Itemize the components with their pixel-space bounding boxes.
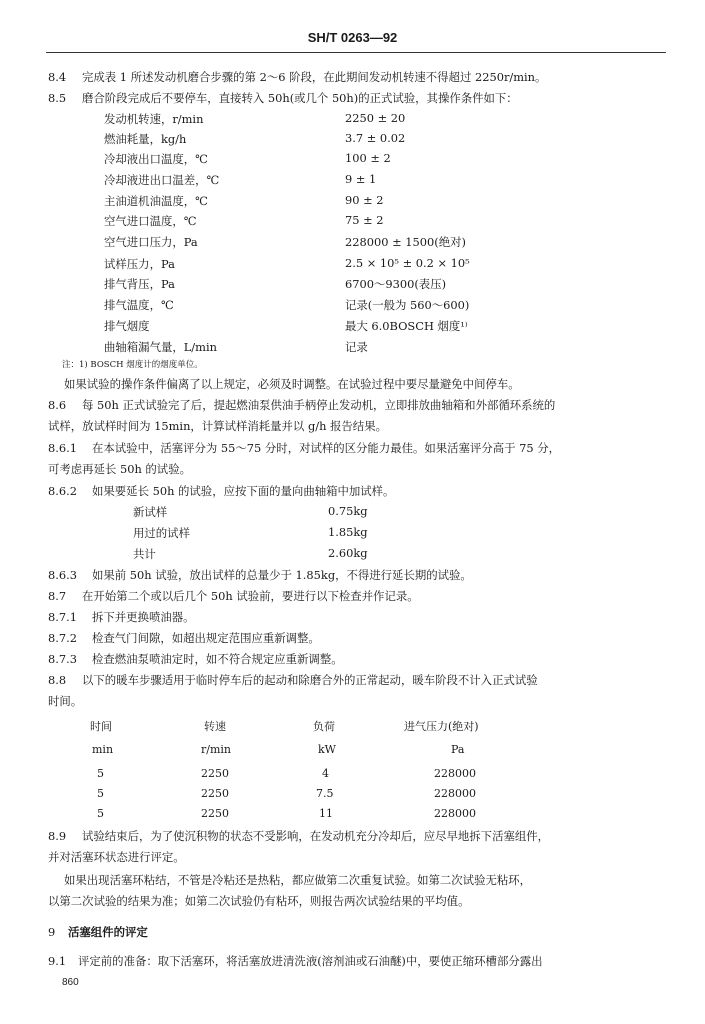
clause-text: 拆下并更换喷油器。: [92, 610, 195, 624]
table-cell: 2250: [201, 787, 229, 800]
param-label: 排气温度，℃: [104, 298, 174, 312]
ring-sticking-paragraph-continued: 以第二次试验的结果为准；如第二次试验仍有粘环，则报告两次试验结果的平均值。: [48, 894, 470, 908]
param-value: 最大 6.0BOSCH 烟度¹⁾: [345, 319, 468, 333]
clause-8-8: [48, 672, 664, 688]
table-header-speed: 转速: [204, 720, 226, 733]
page-number: 860: [62, 977, 79, 988]
clause-8-8-continued: 时间。: [48, 694, 83, 708]
clause-number: 8.6.1: [48, 441, 77, 455]
clause-number: 8.7: [48, 589, 67, 603]
table-cell: 7.5: [316, 787, 334, 800]
clause-8-7-3: [48, 651, 664, 667]
oil-item-label: 共计: [133, 547, 156, 561]
clause-number: 9.1: [48, 954, 67, 968]
table-cell: 2250: [201, 807, 229, 820]
param-value: 记录: [345, 340, 368, 354]
param-label: 主油道机油温度，℃: [104, 194, 208, 208]
param-label: 试样压力，Pa: [104, 257, 175, 271]
clause-8-7-2: [48, 630, 664, 646]
param-label: 排气烟度: [104, 319, 150, 333]
table-header-time: 时间: [90, 720, 112, 733]
clause-text: 磨合阶段完成后不要停车，直接转入 50h(或几个 50h)的正式试验，其操作条件如下：: [82, 91, 518, 105]
clause-text: 完成表 1 所述发动机磨合步骤的第 2～6 阶段，在此期间发动机转速不得超过 2250r/min。: [82, 70, 547, 84]
table-unit: Pa: [451, 743, 465, 756]
clause-text: 检查燃油泵喷油定时，如不符合规定应重新调整。: [92, 652, 343, 666]
clause-text: 检查气门间隙，如超出规定范围应重新调整。: [92, 631, 320, 645]
param-label: 燃油耗量，kg/h: [104, 132, 187, 146]
clause-8-9: [48, 828, 664, 844]
oil-item-value: 0.75kg: [328, 504, 368, 518]
param-value: 75 ± 2: [345, 213, 384, 227]
clause-number: 8.7.3: [48, 652, 77, 666]
header-rule: [46, 52, 666, 53]
param-value: 3.7 ± 0.02: [345, 131, 406, 145]
clause-number: 8.9: [48, 829, 67, 843]
clause-8-7: [48, 588, 664, 604]
clause-9-1: [48, 953, 664, 969]
clause-number: 8.6.2: [48, 484, 77, 498]
table-header-pressure: 进气压力(绝对): [404, 720, 479, 733]
footnote: 注：1) BOSCH 烟度计的烟度单位。: [62, 360, 203, 370]
clause-number: 8.6: [48, 398, 67, 412]
ring-sticking-paragraph: 如果出现活塞环粘结，不管是冷粘还是热粘，都应做第二次重复试验。如第二次试验无粘环，: [64, 873, 532, 887]
param-label: 曲轴箱漏气量，L/min: [104, 340, 217, 354]
clause-8-6-2: [48, 483, 664, 499]
table-cell: 5: [97, 787, 104, 800]
table-cell: 228000: [434, 807, 476, 820]
table-cell: 228000: [434, 767, 476, 780]
table-cell: 11: [319, 807, 333, 820]
oil-item-value: 1.85kg: [328, 525, 368, 539]
clause-8-6-1: [48, 440, 664, 456]
table-cell: 4: [322, 767, 329, 780]
clause-text: 如果要延长 50h 的试验，应按下面的量向曲轴箱中加试样。: [92, 484, 395, 498]
clause-number: 8.4: [48, 70, 67, 84]
table-unit: kW: [318, 743, 336, 756]
section-number: 9: [48, 925, 56, 939]
param-label: 冷却液出口温度，℃: [104, 152, 208, 166]
clause-8-6: [48, 397, 664, 413]
clause-text: 以下的暖车步骤适用于临时停车后的起动和除磨合外的正常起动，暖车阶段不计入正式试验: [82, 673, 538, 687]
param-value: 100 ± 2: [345, 151, 391, 165]
param-value: 9 ± 1: [345, 172, 377, 186]
table-unit: min: [92, 743, 114, 756]
oil-item-label: 用过的试样: [133, 526, 190, 540]
section-title: 活塞组件的评定: [68, 927, 148, 939]
table-unit: r/min: [201, 743, 231, 756]
clause-number: 8.7.1: [48, 610, 77, 624]
clause-text: 在开始第二个或以后几个 50h 试验前，要进行以下检查并作记录。: [82, 589, 419, 603]
clause-text: 每 50h 正式试验完了后，提起燃油泵供油手柄停止发动机，立即排放曲轴箱和外部循环系统的: [82, 398, 556, 412]
param-label: 发动机转速，r/min: [104, 112, 204, 126]
param-value: 2.5 × 10⁵ ± 0.2 × 10⁵: [345, 256, 470, 270]
deviation-note-paragraph: 如果试验的操作条件偏离了以上规定，必须及时调整。在试验过程中要尽量避免中间停车。: [64, 377, 520, 391]
clause-8-6-1-continued: 可考虑再延长 50h 的试验。: [48, 462, 191, 476]
param-value: 228000 ± 1500(绝对): [345, 235, 466, 249]
clause-8-4: [48, 69, 664, 85]
table-cell: 228000: [434, 787, 476, 800]
clause-text: 如果前 50h 试验，放出试样的总量少于 1.85kg，不得进行延长期的试验。: [92, 568, 472, 582]
param-value: 90 ± 2: [345, 193, 384, 207]
param-label: 空气进口温度，℃: [104, 214, 197, 228]
param-value: 记录(一般为 560～600): [345, 298, 470, 312]
oil-item-value: 2.60kg: [328, 546, 368, 560]
clause-8-9-continued: 并对活塞环状态进行评定。: [48, 850, 185, 864]
param-value: 2250 ± 20: [345, 111, 406, 125]
clause-8-5: [48, 90, 664, 106]
table-cell: 5: [97, 807, 104, 820]
param-label: 空气进口压力，Pa: [104, 235, 198, 249]
oil-item-label: 新试样: [133, 505, 168, 519]
table-cell: 5: [97, 767, 104, 780]
clause-number: 8.8: [48, 673, 67, 687]
clause-text: 试验结束后，为了使沉积物的状态不受影响，在发动机充分冷却后，应尽早地拆下活塞组件，: [82, 829, 550, 843]
clause-text: 评定前的准备：取下活塞环，将活塞放进清洗液(溶剂油或石油醚)中，要使正缩环槽部分露出: [78, 954, 543, 968]
param-label: 冷却液进出口温差，℃: [104, 173, 220, 187]
param-label: 排气背压，Pa: [104, 277, 175, 291]
section-9-heading: [48, 924, 664, 941]
clause-number: 8.6.3: [48, 568, 77, 582]
clause-text: 在本试验中，活塞评分为 55～75 分时，对试样的区分能力最佳。如果活塞评分高于 75 分，: [92, 441, 561, 455]
param-value: 6700～9300(表压): [345, 277, 447, 291]
clause-number: 8.7.2: [48, 631, 77, 645]
clause-8-7-1: [48, 609, 664, 625]
table-header-load: 负荷: [313, 720, 335, 733]
clause-number: 8.5: [48, 91, 67, 105]
standard-code-header: SH/T 0263—92: [307, 30, 398, 45]
clause-8-6-continued: 试样，放试样时间为 15min，计算试样消耗量并以 g/h 报告结果。: [48, 419, 387, 433]
table-cell: 2250: [201, 767, 229, 780]
clause-8-6-3: [48, 567, 664, 583]
